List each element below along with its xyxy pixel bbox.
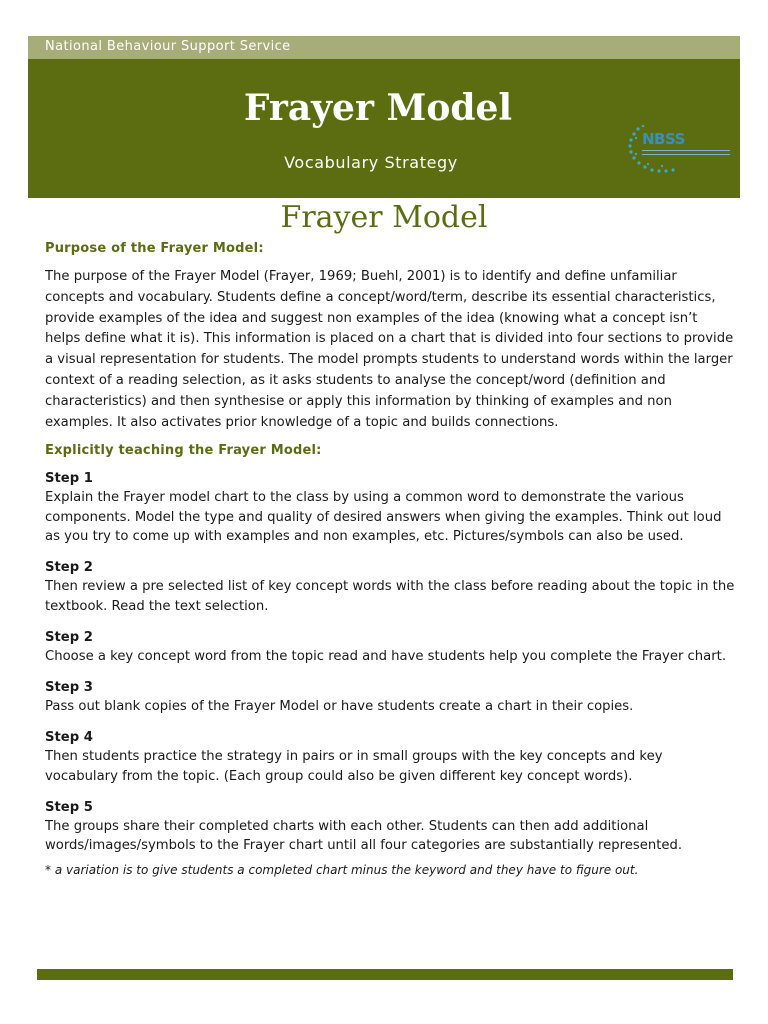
step-text: Explain the Frayer model chart to the class by using a common word to demonstrate the various components. Model the type and quality of desired answers when giving the examples. Think out loud as you try to come up with examples and non examples, etc. Pictures/symbols can also be used. [45, 490, 722, 544]
banner-subtitle: Vocabulary Strategy [284, 153, 458, 172]
top-bar [28, 36, 740, 59]
logo-tagline [642, 150, 730, 155]
document-body [45, 240, 735, 879]
step-text: The groups share their completed charts with each other. Students can then add additional words/images/symbols to the Frayer chart until all four categories are substantially represented. [45, 819, 683, 854]
logo-text: NBSS [642, 130, 685, 148]
step-label: Step 5 [45, 800, 93, 816]
step-list [45, 469, 735, 855]
header-banner [28, 59, 740, 198]
nbss-logo [624, 119, 734, 179]
step-item [45, 558, 735, 616]
step-item [45, 469, 735, 546]
step-label: Step 4 [45, 730, 93, 746]
purpose-heading: Purpose of the Frayer Model: [45, 241, 264, 256]
step-label: Step 1 [45, 471, 93, 487]
banner-title: Frayer Model [243, 87, 513, 129]
step-item [45, 798, 735, 856]
step-item [45, 628, 735, 666]
step-text: Then students practice the strategy in pairs or in small groups with the key concepts and key vocabulary from the topic. (Each group could also be given different key concept words). [45, 749, 663, 784]
purpose-paragraph: The purpose of the Frayer Model (Frayer, 1969; Buehl, 2001) is to identify and define unfamiliar concepts and vocabulary. Students define a concept/word/term, describe its essential characteristics, provide examples of the idea and suggest non examples of the idea (knowing what a concept isn’t helps define what it is). This information is placed on a chart that is divided into four sections to provide a visual representation for students. The model prompts students to understand words within the larger context of a reading selection, as it asks students to analyse the concept/word (definition and characteristics) and then synthesise or apply this information by thinking of examples and non examples. It also activates prior knowledge of a topic and builds connections. [45, 269, 734, 430]
org-name: National Behaviour Support Service [45, 39, 291, 54]
variation-note: * a variation is to give students a completed chart minus the keyword and they have to figure out. [45, 862, 639, 877]
teaching-heading: Explicitly teaching the Frayer Model: [45, 443, 322, 459]
step-label: Step 2 [45, 629, 93, 645]
step-text: Pass out blank copies of the Frayer Model or have students create a chart in their copies. [45, 699, 634, 715]
page-title: Frayer Model [280, 200, 488, 235]
footer-rule [37, 969, 733, 980]
step-text: Choose a key concept word from the topic read and have students help you complete the Frayer chart. [45, 648, 727, 664]
step-label: Step 2 [45, 560, 93, 576]
logo-dots-icon [624, 119, 734, 179]
step-item [45, 678, 735, 716]
step-item [45, 728, 735, 786]
step-text: Then review a pre selected list of key concept words with the class before reading about the topic in the textbook. Read the text selection. [45, 579, 735, 614]
step-label: Step 3 [45, 680, 93, 696]
